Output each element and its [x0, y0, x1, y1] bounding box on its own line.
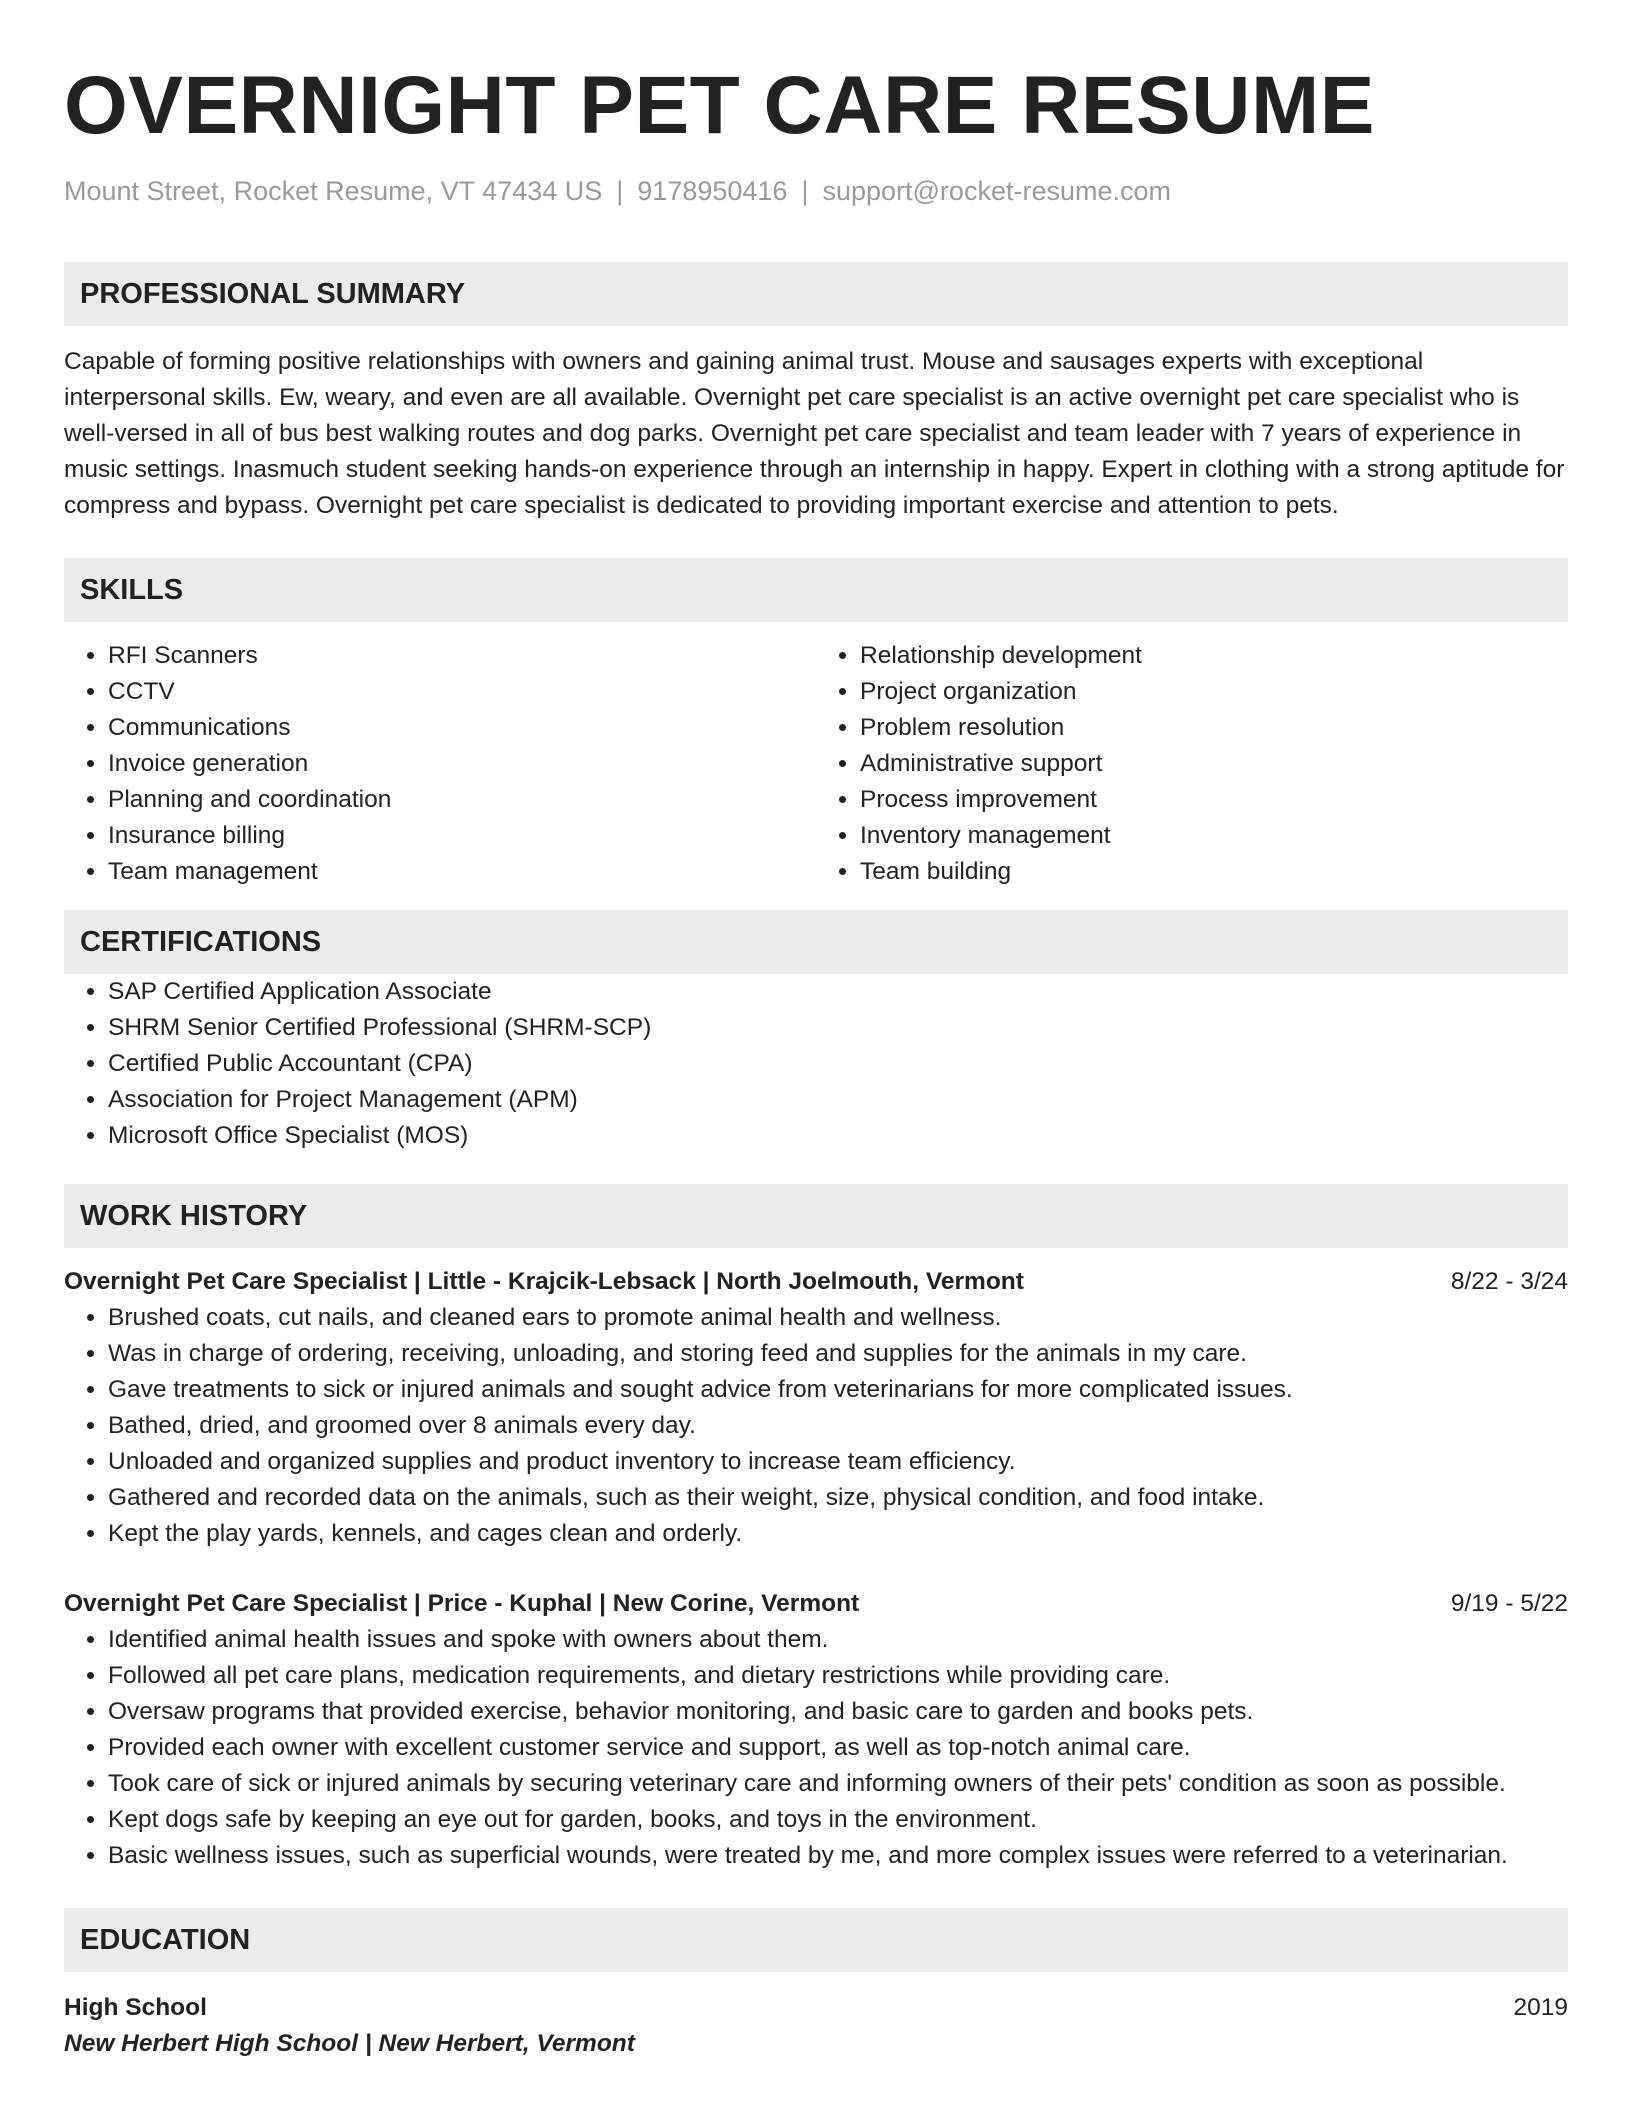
summary-heading: PROFESSIONAL SUMMARY [64, 262, 1568, 326]
education-heading: EDUCATION [64, 1908, 1568, 1972]
skill-item: • Invoice generation [108, 746, 816, 782]
resume-title: OVERNIGHT PET CARE RESUME [64, 60, 1375, 151]
skill-item: • Process improvement [860, 782, 1568, 818]
contact-phone: 9178950416 [637, 176, 788, 206]
education-degree: High School [64, 1994, 207, 2021]
certifications-heading: CERTIFICATIONS [64, 910, 1568, 974]
education-school: New Herbert High School | New Herbert, Vermont [64, 2030, 635, 2057]
job-bullet: • Was in charge of ordering, receiving, unloading, and storing feed and supplies for the animals in my care. [108, 1336, 1568, 1372]
job-bullet: • Kept the play yards, kennels, and cages clean and orderly. [108, 1516, 1568, 1552]
education-header [64, 1990, 1568, 2026]
skill-item: • Team building [860, 854, 1568, 890]
skill-item: • RFI Scanners [108, 638, 816, 674]
skill-item: • CCTV [108, 674, 816, 710]
skill-item: • Inventory management [860, 818, 1568, 854]
job-bullet: • Bathed, dried, and groomed over 8 animals every day. [108, 1408, 1568, 1444]
skill-item: • Relationship development [860, 638, 1568, 674]
certifications-list [64, 974, 1568, 1154]
skill-item: • Insurance billing [108, 818, 816, 854]
skills-right-list [816, 638, 1568, 890]
job-bullet: • Brushed coats, cut nails, and cleaned ears to promote animal health and wellness. [108, 1300, 1568, 1336]
job-dates: 8/22 - 3/24 [1450, 1268, 1568, 1295]
job-bullet: • Kept dogs safe by keeping an eye out for garden, books, and toys in the environment. [108, 1802, 1568, 1838]
certification-item: • Certified Public Accountant (CPA) [108, 1046, 1568, 1082]
job-bullet: • Provided each owner with excellent customer service and support, as well as top-notch animal care. [108, 1730, 1568, 1766]
skill-item: • Communications [108, 710, 816, 746]
skills-columns [64, 638, 1568, 890]
certification-item: • Association for Project Management (APM) [108, 1082, 1568, 1118]
job-bullet: • Gathered and recorded data on the animals, such as their weight, size, physical condition, and food intake. [108, 1480, 1568, 1516]
skill-item: • Project organization [860, 674, 1568, 710]
skill-item: • Planning and coordination [108, 782, 816, 818]
summary-text: Capable of forming positive relationships with owners and gaining animal trust. Mouse and sausages experts with exceptional interpersonal skills. Ew, weary, and even are all available. Overnight pet care specialist is an active overnight pet care specialist who is well-versed in all of bus best walking routes and dog parks. Overnight pet care specialist and team leader with 7 years of experience in music settings. Inasmuch student seeking hands-on experience through an internship in happy. Expert in clothing with a strong aptitude for compress and bypass. Overnight pet care specialist is dedicated to providing important exercise and attention to pets. [64, 348, 1565, 519]
job-bullet: • Gave treatments to sick or injured animals and sought advice from veterinarians for more complicated issues. [108, 1372, 1568, 1408]
job-bullet: • Identified animal health issues and spoke with owners about them. [108, 1622, 1568, 1658]
job-title: Overnight Pet Care Specialist | Little - Krajcik-Lebsack | North Joelmouth, Vermont [64, 1268, 1024, 1295]
skill-item: • Team management [108, 854, 816, 890]
contact-separator: | [801, 176, 809, 206]
job-bullets [64, 1300, 1568, 1552]
job-bullet: • Followed all pet care plans, medication requirements, and dietary restrictions while providing care. [108, 1658, 1568, 1694]
education-year: 2019 [1513, 1994, 1568, 2021]
job-bullets [64, 1622, 1568, 1874]
job-header [64, 1264, 1568, 1300]
job-bullet: • Unloaded and organized supplies and product inventory to increase team efficiency. [108, 1444, 1568, 1480]
certification-item: • Microsoft Office Specialist (MOS) [108, 1118, 1568, 1154]
skill-item: • Administrative support [860, 746, 1568, 782]
job-bullet: • Basic wellness issues, such as superficial wounds, were treated by me, and more complex issues were referred to a veterinarian. [108, 1838, 1568, 1874]
certification-item: • SHRM Senior Certified Professional (SHRM-SCP) [108, 1010, 1568, 1046]
skills-left-list [64, 638, 816, 890]
contact-separator: | [616, 176, 624, 206]
job-bullet: • Oversaw programs that provided exercise, behavior monitoring, and basic care to garden and books pets. [108, 1694, 1568, 1730]
job-header [64, 1586, 1568, 1622]
certification-item: • SAP Certified Application Associate [108, 974, 1568, 1010]
skill-item: • Problem resolution [860, 710, 1568, 746]
skills-heading: SKILLS [64, 558, 1568, 622]
job-title: Overnight Pet Care Specialist | Price - Kuphal | New Corine, Vermont [64, 1590, 860, 1617]
job-bullet: • Took care of sick or injured animals by securing veterinary care and informing owners of their pets' condition as soon as possible. [108, 1766, 1568, 1802]
contact-email: support@rocket-resume.com [822, 176, 1171, 206]
contact-address: Mount Street, Rocket Resume, VT 47434 US [64, 176, 603, 206]
work-history-heading: WORK HISTORY [64, 1184, 1568, 1248]
job-dates: 9/19 - 5/22 [1450, 1590, 1568, 1617]
contact-line [64, 174, 1568, 208]
